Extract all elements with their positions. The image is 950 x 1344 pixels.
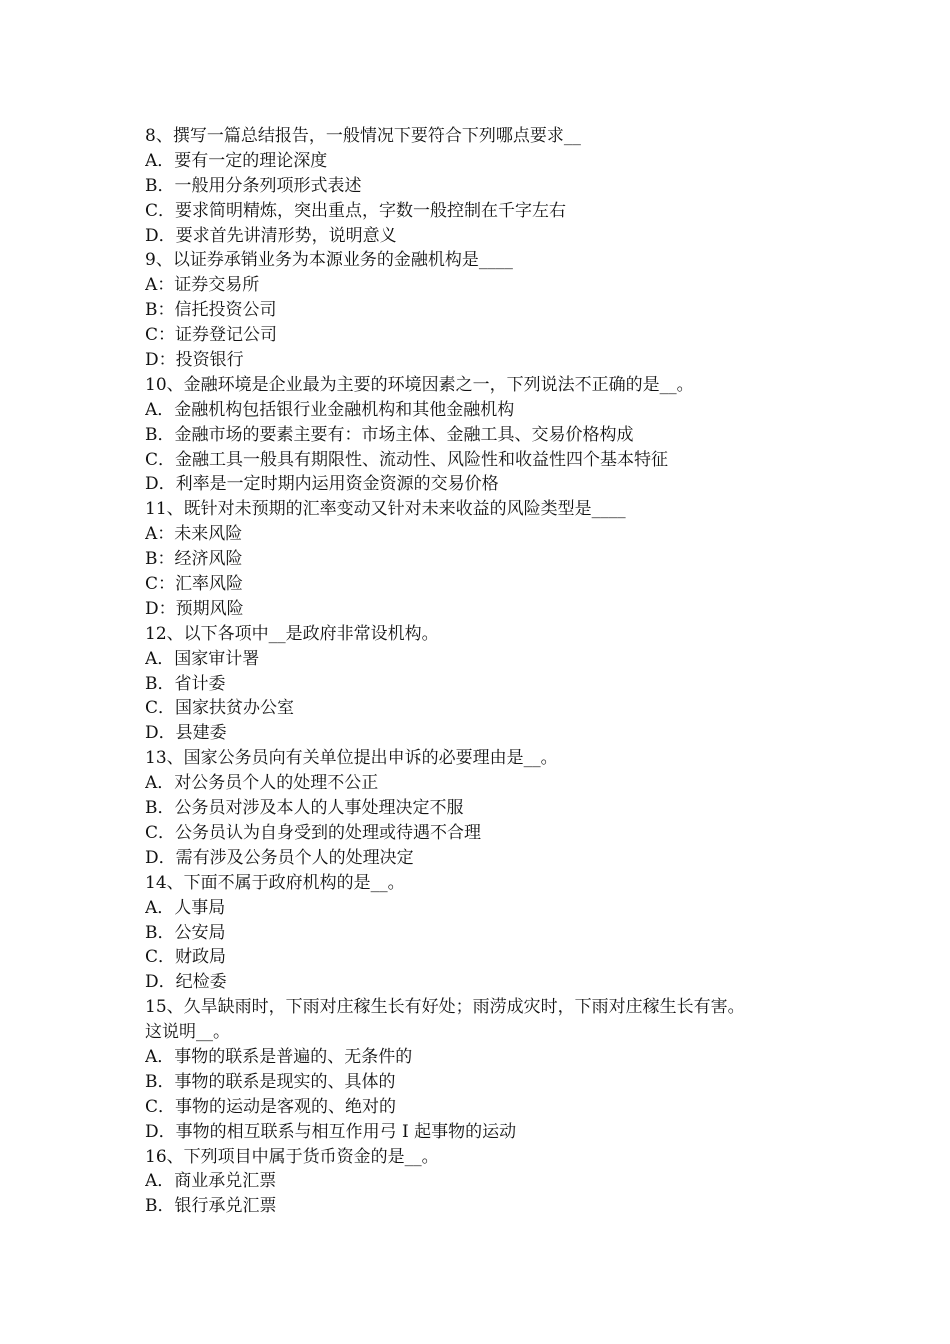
text-line: A：证券交易所 (145, 275, 260, 296)
text-line: 14、下面不属于政府机构的是__。 (145, 872, 405, 893)
text-line: C．国家扶贫办公室 (145, 698, 295, 719)
document-content (145, 124, 835, 1219)
text-line: B．事物的联系是现实的、具体的 (145, 1071, 396, 1092)
text-line: C．事物的运动是客观的、绝对的 (145, 1096, 397, 1117)
text-line: A．对公务员个人的处理不公正 (145, 773, 379, 794)
text-line: A．要有一定的理论深度 (145, 150, 328, 171)
text-line: 8、撰写一篇总结报告，一般情况下要符合下列哪点要求__ (145, 126, 581, 146)
text-line: 13、国家公务员向有关单位提出申诉的必要理由是__。 (145, 748, 558, 769)
text-line: D．纪检委 (145, 972, 227, 993)
text-line: 15、久旱缺雨时，下雨对庄稼生长有好处；雨涝成灾时，下雨对庄稼生长有害。 (145, 997, 745, 1018)
text-line: A．商业承兑汇票 (145, 1171, 277, 1192)
text-line: D．县建委 (145, 723, 227, 744)
text-line: D．事物的相互联系与相互作用弓 I 起事物的运动 (145, 1121, 517, 1142)
text-line: 10、金融环境是企业最为主要的环境因素之一，下列说法不正确的是__。 (145, 374, 694, 395)
text-line: D．利率是一定时期内运用资金资源的交易价格 (145, 474, 499, 495)
text-line: B．一般用分条列项形式表述 (145, 175, 362, 196)
text-line: D：投资银行 (145, 350, 244, 371)
text-line: B．公安局 (145, 922, 226, 943)
text-line: A．国家审计署 (145, 648, 260, 669)
text-line: D．需有涉及公务员个人的处理决定 (145, 847, 414, 868)
text-line: A．金融机构包括银行业金融机构和其他金融机构 (145, 399, 515, 420)
text-line: B：经济风险 (145, 549, 243, 570)
text-line: 16、下列项目中属于货币资金的是__。 (145, 1146, 439, 1167)
text-line: C：汇率风险 (145, 574, 244, 595)
text-line: 这说明__。 (145, 1022, 230, 1043)
text-line: 11、既针对未预期的汇率变动又针对未来收益的风险类型是____ (145, 499, 626, 520)
text-line: C．要求简明精炼，突出重点，字数一般控制在千字左右 (145, 200, 567, 221)
text-line: B．公务员对涉及本人的人事处理决定不服 (145, 798, 464, 819)
text-line: 9、以证券承销业务为本源业务的金融机构是____ (145, 250, 513, 271)
text-line: C．财政局 (145, 947, 227, 968)
text-line: C：证券登记公司 (145, 325, 278, 346)
text-line: A：未来风险 (145, 524, 243, 545)
text-line: B．省计委 (145, 673, 226, 694)
text-line: C．公务员认为自身受到的处理或待遇不合理 (145, 822, 482, 843)
text-line: B．金融市场的要素主要有：市场主体、金融工具、交易价格构成 (145, 424, 634, 445)
text-line: A．人事局 (145, 897, 226, 918)
text-line: C．金融工具一般具有期限性、流动性、风险性和收益性四个基本特征 (145, 449, 669, 470)
text-line: B：信托投资公司 (145, 300, 277, 321)
text-line: A．事物的联系是普遍的、无条件的 (145, 1046, 413, 1067)
text-line: 12、以下各项中__是政府非常设机构。 (145, 623, 439, 644)
text-line: B．银行承兑汇票 (145, 1196, 277, 1217)
text-line: D：预期风险 (145, 598, 244, 619)
text-line: D．要求首先讲清形势，说明意义 (145, 225, 397, 246)
